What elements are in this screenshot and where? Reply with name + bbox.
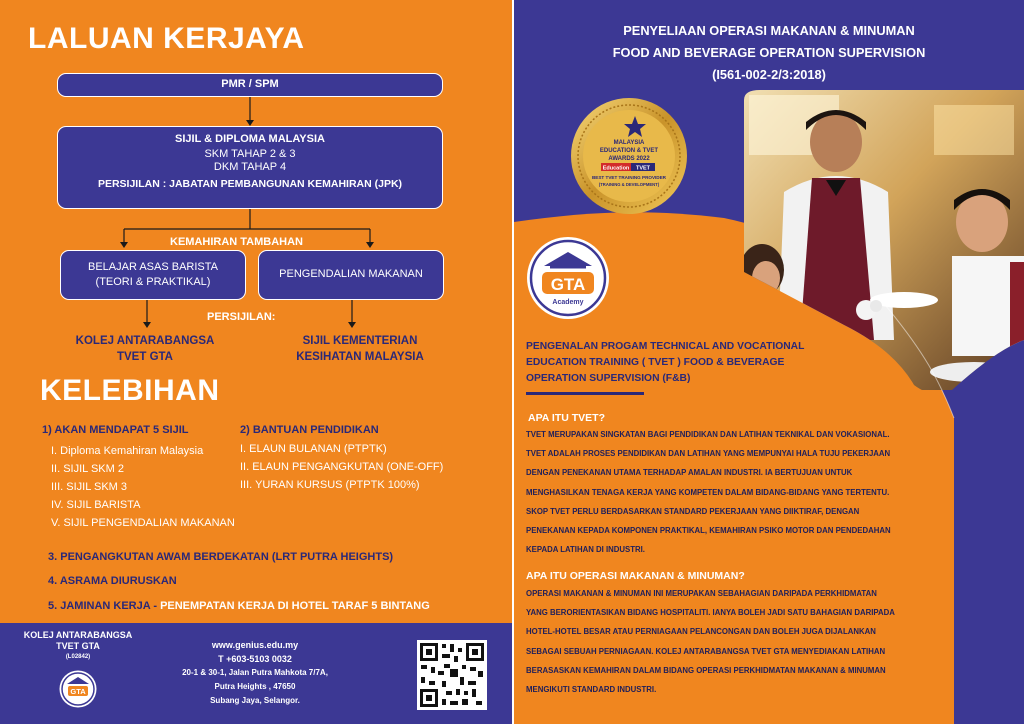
list2-heading: 2) BANTUAN PENDIDIKAN [240,424,379,436]
footer-college-line1: KOLEJ ANTARABANGSA [23,630,133,640]
tvet-line: SKOP TVET PERLU BERDASARKAN STANDARD PEKERJAAN YANG DIIKTIRAF, DENGAN [526,506,860,516]
ops-line: MENGIKUTI STANDARD INDUSTRI. [526,685,657,695]
award-line1: MALAYSIA [613,140,645,146]
list1-item: I. Diploma Kemahiran Malaysia [51,445,204,457]
award-line2: EDUCATION & TVET [599,148,659,154]
point5-label: 5. JAMINAN KERJA - [48,600,161,612]
persijilan-jpk: PERSIJILAN : JABATAN PEMBANGUNAN KEMAHIRAN (JPK) [97,178,403,190]
ops-line: YANG BERORIENTASIKAN BIDANG HOSPITALITI. IANYA BOLEH JADI SATU BAHAGIAN DARIPADA [526,608,895,618]
qr-code-icon[interactable] [417,640,487,710]
kelebihan-title: KELEBIHAN [40,374,220,407]
ops-line: SEBAGAI SEBUAH PERNIAGAAN. KOLEJ ANTARABANGSA TVET GTA MENYEDIAKAN LATIHAN [526,646,886,656]
laluan-kerjaya-title: LALUAN KERJAYA [28,22,305,55]
barista-box [60,250,246,300]
list1-item: IV. SIJIL BARISTA [51,499,141,511]
pengendalian-makanan-box: PENGENDALIAN MAKANAN [258,250,444,300]
award-line4: BEST TVET TRAINING PROVIDER [591,175,667,180]
footer-contact [160,638,350,708]
persijilan-label: PERSIJILAN: [207,311,276,323]
tvet-line: TVET MERUPAKAN SINGKATAN BAGI PENDIDIKAN DAN LATIHAN TEKNIKAL DAN VOKASIONAL. [526,430,890,439]
program-code: (I561-002-2/3:2018) [712,67,826,82]
footer-college-reg: (L02842) [65,654,91,660]
barista-line2: (TEORI & PRAKTIKAL) [95,276,211,288]
point3: 3. PENGANGKUTAN AWAM BERDEKATAN (LRT PUTRA HEIGHTS) [48,551,394,563]
kolej-cert-line1: KOLEJ ANTARABANGSA [75,335,215,347]
tvet-line: MENGHASILKAN TENAGA KERJA YANG KOMPETEN DALAM BIDANG-BIDANG YANG TERTENTU. [526,487,890,497]
award-seal-icon [569,96,689,216]
ops-line: HOTEL-HOTEL BESAR ATAU PERNIAGAAN PELANCONGAN DAN BOLEH JUGA DIJALANKAN [526,627,876,637]
list2-item: III. YURAN KURSUS (PTPTK 100%) [240,479,420,491]
gta-logo-sub: Academy [552,299,584,306]
intro-line: OPERATION SUPERVISION (F&B) [526,373,691,384]
gta-logo-icon [526,236,610,320]
diploma-box [57,126,443,209]
skm-tahap: SKM TAHAP 2 & 3 [204,148,296,160]
tvet-line: TVET ADALAH PROSES PENDIDIKAN DAN LATIHAN YANG MEMPUNYAI HALA TUJU PEKERJAAN [526,449,891,459]
address-line2: Putra Heights , 47650 [214,682,296,691]
website-link[interactable]: www.genius.edu.my [211,640,299,650]
ops-line: BERASASKAN KEMAHIRAN DALAM BIDANG OPERASI PERKHIDMATAN MAKANAN & MINUMAN [526,665,886,675]
intro-line: EDUCATION TRAINING ( TVET ) FOOD & BEVERAGE [526,357,785,368]
award-brand-b: TVET [635,165,651,172]
kementerian-cert-line2: KESIHATAN MALAYSIA [296,351,424,363]
ops-line: OPERASI MAKANAN & MINUMAN INI MERUPAKAN SEBAHAGIAN DARIPADA PERKHIDMATAN [526,589,877,598]
kementerian-cert-line1: SIJIL KEMENTERIAN [302,335,418,347]
intro-heading [526,339,804,387]
footer-college [14,630,142,663]
list2-items [240,440,443,494]
dkm-tahap: DKM TAHAP 4 [213,161,287,173]
award-line5: (TRAINING & DEVELOPMENT) [598,182,660,187]
right-panel [514,0,1024,724]
award-brand-a: Education [602,165,630,172]
svg-text:GTA: GTA [70,687,86,696]
footer-logo-icon [58,669,98,709]
point5 [48,600,430,612]
point5-detail: PENEMPATAN KERJA DI HOTEL TARAF 5 BINTANG [160,600,430,612]
diploma-heading: SIJIL & DIPLOMA MALAYSIA [175,133,325,145]
barista-line1: BELAJAR ASAS BARISTA [87,261,218,273]
left-footer [0,623,512,724]
ops-heading: APA ITU OPERASI MAKANAN & MINUMAN? [526,570,745,582]
tvet-line: PENEKANAN KEPADA KOMPONEN PRAKTIKAL, KEMAHIRAN PSIKO MOTOR DAN PENDEDAHAN [526,526,891,536]
point4: 4. ASRAMA DIURUSKAN [48,575,177,587]
tvet-line: DENGAN PENEKANAN UTAMA TERHADAP AMALAN INDUSTRI. IA BERTUJUAN UNTUK [526,468,853,478]
program-title [514,20,1024,86]
kolej-cert-line2: TVET GTA [116,351,173,363]
list1-heading: 1) AKAN MENDAPAT 5 SIJIL [42,424,189,436]
ops-paragraph [526,584,946,699]
pmr-spm-box: PMR / SPM [57,73,443,97]
phone-number: T +603-5103 0032 [218,654,292,664]
program-title-en: FOOD AND BEVERAGE OPERATION SUPERVISION [612,45,926,60]
tvet-line: KEPADA LATIHAN DI INDUSTRI. [526,545,645,555]
list1-item: III. SIJIL SKM 3 [51,481,128,493]
kemahiran-tambahan-label: KEMAHIRAN TAMBAHAN [170,236,304,248]
tvet-heading: APA ITU TVET? [528,412,605,424]
tvet-paragraph [526,425,946,559]
award-line3: AWARDS 2022 [608,156,650,162]
kolej-cert [47,333,243,365]
address-line3: Subang Jaya, Selangor. [210,696,300,705]
list1-item: V. SIJIL PENGENDALIAN MAKANAN [51,517,235,529]
list1-items [51,442,235,532]
kementerian-cert [262,333,458,365]
intro-line: PENGENALAN PROGAM TECHNICAL AND VOCATIONAL [526,341,805,352]
program-title-ms: PENYELIAAN OPERASI MAKANAN & MINUMAN [623,23,915,38]
gta-logo-text: GTA [550,275,586,294]
footer-college-line2: TVET GTA [56,641,100,651]
list2-item: I. ELAUN BULANAN (PTPTK) [240,443,387,455]
list2-item: II. ELAUN PENGANGKUTAN (ONE-OFF) [240,461,444,473]
address-line1: 20-1 & 30-1, Jalan Putra Mahkota 7/7A, [182,668,328,677]
list1-item: II. SIJIL SKM 2 [51,463,124,475]
